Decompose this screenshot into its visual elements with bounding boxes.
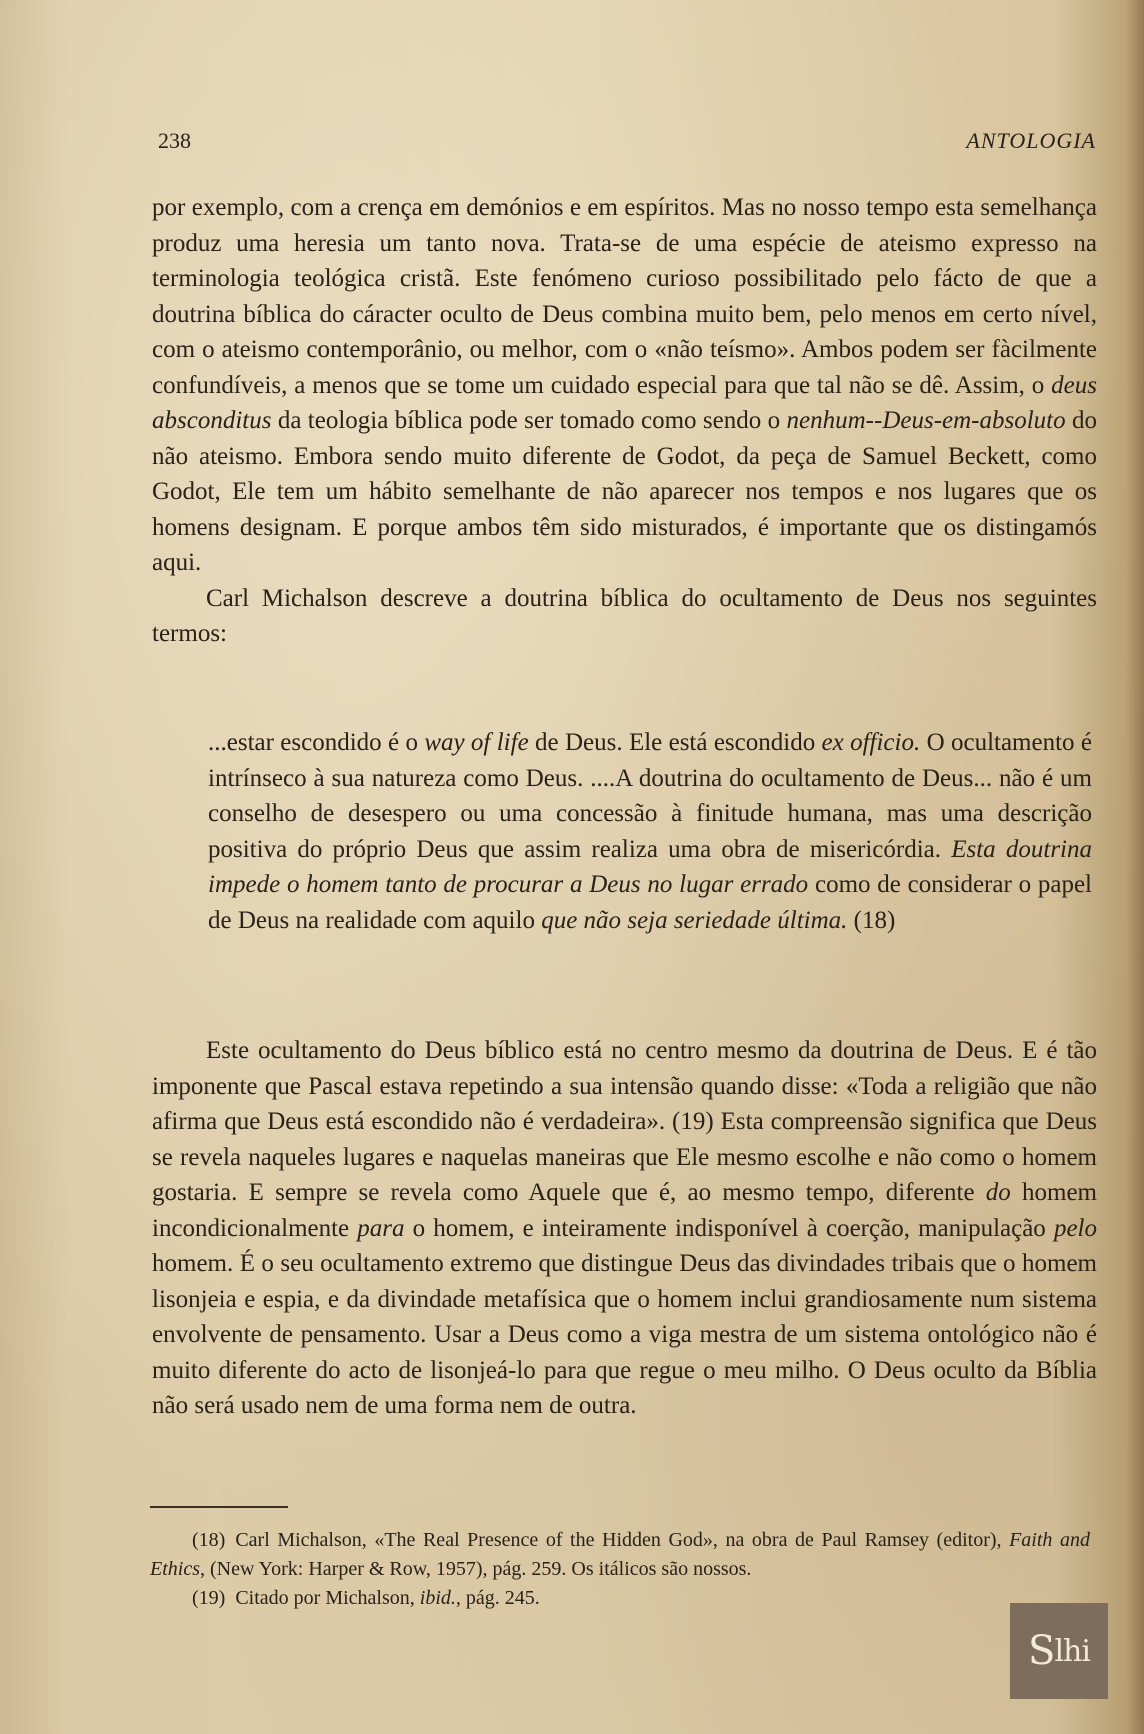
- p3-text-a: Este ocultamento do Deus bíblico está no centro mesmo da doutrina de Deus. E é tão imponente que Pascal estava repetindo a sua intensão quando disse: «Toda a religião que não afirma que Deus está escondido não é verdadeira». (19) Esta compreensão significa que Deus se revela naqueles lugares e naquelas maneiras que Ele mesmo escolhe e não como o homem gostaria. E sempre se revela como Aquele que é, ao mesmo tempo, diferente: [152, 1037, 1097, 1206]
- p1-text-a: por exemplo, com a crença em demónios e em espíritos. Mas no nosso tempo esta semelhança produz uma heresia um tanto nova. Trata-se de uma espécie de ateismo expresso na terminologia teológica cristã. Este fenómeno curioso possibilitado pelo fácto de que a doutrina bíblica do cáracter oculto de Deus combina muito bem, pelo menos em certo nível, com o ateismo contemporânio, ou melhor, com o «não teísmo». Ambos podem ser fàcilmente confundíveis, a menos que se tome um cuidado especial para que tal não se dê. Assim, o: [152, 194, 1097, 399]
- logo-letters: lhi: [1054, 1633, 1090, 1669]
- p3-text-e: o homem, e inteiramente indisponível à coerção, manipulação: [404, 1214, 1054, 1242]
- main-text: [152, 190, 1097, 652]
- quote-text-e: O ocultamento é intrínseco à sua natureza como Deus. ....A doutrina do ocultamento de Deus... não é um conselho de desespero ou uma concessão à finitude humana, mas uma descrição positiva do próprio Deus que assim realiza uma obra de misericórdia.: [208, 729, 1092, 863]
- quote-italic-way-of-life: way of life: [424, 729, 529, 756]
- running-head: ANTOLOGIA: [966, 128, 1096, 153]
- p3-italic-do: do: [985, 1179, 1011, 1206]
- p1-text-e: do não ateismo. Embora sendo muito diferente de Godot, da peça de Samuel Beckett, como Godot, Ele tem um hábito semelhante de não aparecer nos tempos e nos lugares que os homens designam. E porque ambos têm sido misturados, é importante que os distingamós aqui.: [152, 407, 1098, 576]
- footnote-divider: [150, 1506, 288, 1508]
- quote-footnote-ref: (18): [847, 906, 896, 934]
- quote-text-c: de Deus. Ele está escondido: [528, 729, 822, 756]
- footnote-text: Carl Michalson, «The Real Presence of the Hidden God», na obra de Paul Ramsey (editor),: [235, 1529, 1010, 1551]
- quote-italic-seriedade: que não seja seriedade última.: [541, 906, 848, 934]
- block-quote: [208, 725, 1092, 938]
- p1-italic-nenhum-deus: nenhum--Deus-em-absoluto: [786, 407, 1066, 434]
- footnote-text: , (New York: Harper & Row, 1957), pág. 259. Os itálicos são nossos.: [200, 1558, 752, 1580]
- logo-letter: S: [1028, 1628, 1055, 1674]
- paragraph-1: [152, 190, 1097, 581]
- page-header: [158, 128, 1096, 158]
- p1-italic-deus-absconditus: deus absconditus: [152, 371, 1097, 434]
- paragraph-2: Carl Michalson descreve a doutrina bíblica do ocultamento de Deus nos seguintes termos:: [152, 584, 1097, 647]
- page-edge-shadow: [1126, 0, 1144, 1734]
- footnotes: [150, 1526, 1090, 1613]
- footnote-mark: (19): [192, 1587, 226, 1609]
- footnote-mark: (18): [192, 1529, 226, 1551]
- p3-italic-pelo: pelo: [1053, 1214, 1097, 1242]
- quote-text-a: ...estar escondido é o: [208, 729, 425, 756]
- footnote-19: [150, 1584, 1090, 1613]
- footnote-text: Citado por Michalson,: [235, 1587, 420, 1609]
- footnote-18: [150, 1526, 1090, 1584]
- p1-text-c: da teologia bíblica pode ser tomado como sendo o: [271, 407, 787, 434]
- p3-text-g: homem. É o seu ocultamento extremo que distingue Deus das divindades tribais que o homem lisonjeia e espia, e da divindade metafísica que o homem inclui grandiosamente num sistema envolvente de pensamento. Usar a Deus como a viga mestra de um sistema ontológico não é muito diferente do acto de lisonjeá-lo para que regue o meu milho. O Deus oculto da Bíblia não será usado nem de uma forma nem de outra.: [152, 1250, 1097, 1419]
- page-number: 238: [158, 128, 191, 153]
- footnote-italic: ibid.: [419, 1587, 456, 1609]
- p3-text-c: homem incondicionalmente: [152, 1179, 1097, 1242]
- quote-italic-ex-officio: ex officio.: [821, 729, 921, 756]
- library-logo: [1010, 1603, 1108, 1699]
- footnote-text: , pág. 245.: [455, 1587, 540, 1609]
- quote-text-g: como de considerar o papel de Deus na realidade com aquilo: [208, 871, 1092, 934]
- p3-italic-para: para: [357, 1214, 405, 1242]
- footnote-italic: Faith and Ethics: [150, 1529, 1090, 1580]
- quote-italic-doutrina: Esta doutrina impede o homem tanto de procurar a Deus no lugar errado: [208, 835, 1092, 898]
- paragraph-3: [152, 1033, 1097, 1424]
